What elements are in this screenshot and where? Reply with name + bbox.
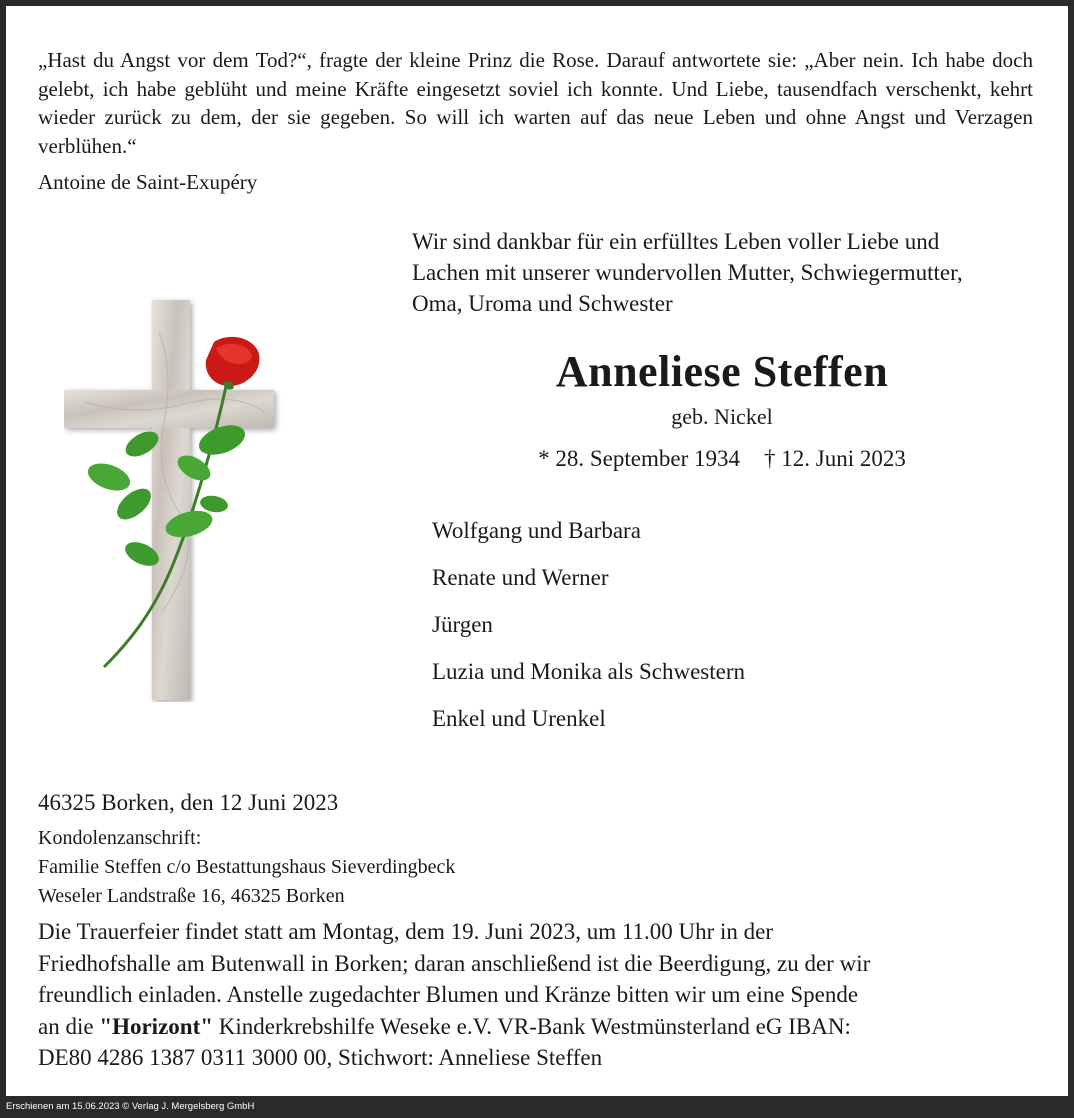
obituary-page [6,6,1068,1096]
charity-name: "Horizont" [99,1013,213,1039]
funeral-line: DE80 4286 1387 0311 3000 00, Stichwort: Anneliese Steffen [38,1045,603,1070]
gratitude-line: Oma, Uroma und Schwester [412,291,673,316]
mourner-item: Wolfgang und Barbara [432,518,641,543]
mourners-list [432,516,745,751]
funeral-line-suffix: Kinderkrebshilfe Weseke e.V. VR-Bank Westmünsterland eG IBAN: [213,1013,851,1039]
cross-with-rose-image [64,292,294,702]
place-date: 46325 Borken, den 12 Juni 2023 [38,790,339,815]
gratitude-text [412,226,1052,319]
funeral-line-prefix: an die [38,1013,100,1039]
mourner-item: Enkel und Urenkel [432,706,606,731]
condolence-line: Weseler Landstraße 16, 46325 Borken [38,885,345,907]
gratitude-line: Wir sind dankbar für ein erfülltes Leben voller Liebe und [412,229,940,254]
maiden-name: geb. Nickel [671,404,773,429]
cross-rose-icon [64,292,294,702]
mourner-item: Jürgen [432,612,493,637]
condolence-label: Kondolenzanschrift: [38,827,202,849]
publication-footer: Erschienen am 15.06.2023 © Verlag J. Mergelsberg GmbH [6,1101,255,1112]
birth-date: * 28. September 1934 [538,446,740,471]
life-dates [412,446,1032,472]
mourner-item: Renate und Werner [432,565,609,590]
quote-text: „Hast du Angst vor dem Tod?“, fragte der kleine Prinz die Rose. Darauf antwortete sie: „Aber nein. Ich habe doch gelebt, ich habe geblüht und meine Kräfte eingesetzt soviel ich konnte. Und Liebe, tausendfach verschenkt, kehrt wieder zurück zu dem, der sie gegeben. So will ich warten auf das neue Leben und ohne Angst und Verzagen verblühen.“ [38,48,1033,158]
funeral-info [38,916,1018,1074]
condolence-address [38,824,455,911]
gratitude-line: Lachen mit unserer wundervollen Mutter, Schwiegermutter, [412,260,963,285]
funeral-line: freundlich einladen. Anstelle zugedachter Blumen und Kränze bitten wir um eine Spende [38,982,859,1007]
funeral-line: Friedhofshalle am Butenwall in Borken; daran anschließend ist die Beerdigung, zu der wir [38,950,871,976]
deceased-name: Anneliese Steffen [555,347,889,396]
funeral-line: Die Trauerfeier findet statt am Montag, dem 19. Juni 2023, um 11.00 Uhr in der [38,919,774,944]
quote-author: Antoine de Saint-Exupéry [38,170,258,194]
condolence-line: Familie Steffen c/o Bestattungshaus Sieverdingbeck [38,856,456,878]
funeral-line [38,1011,1018,1043]
mourner-item: Luzia und Monika als Schwestern [432,659,745,684]
death-date: † 12. Juni 2023 [764,446,906,471]
